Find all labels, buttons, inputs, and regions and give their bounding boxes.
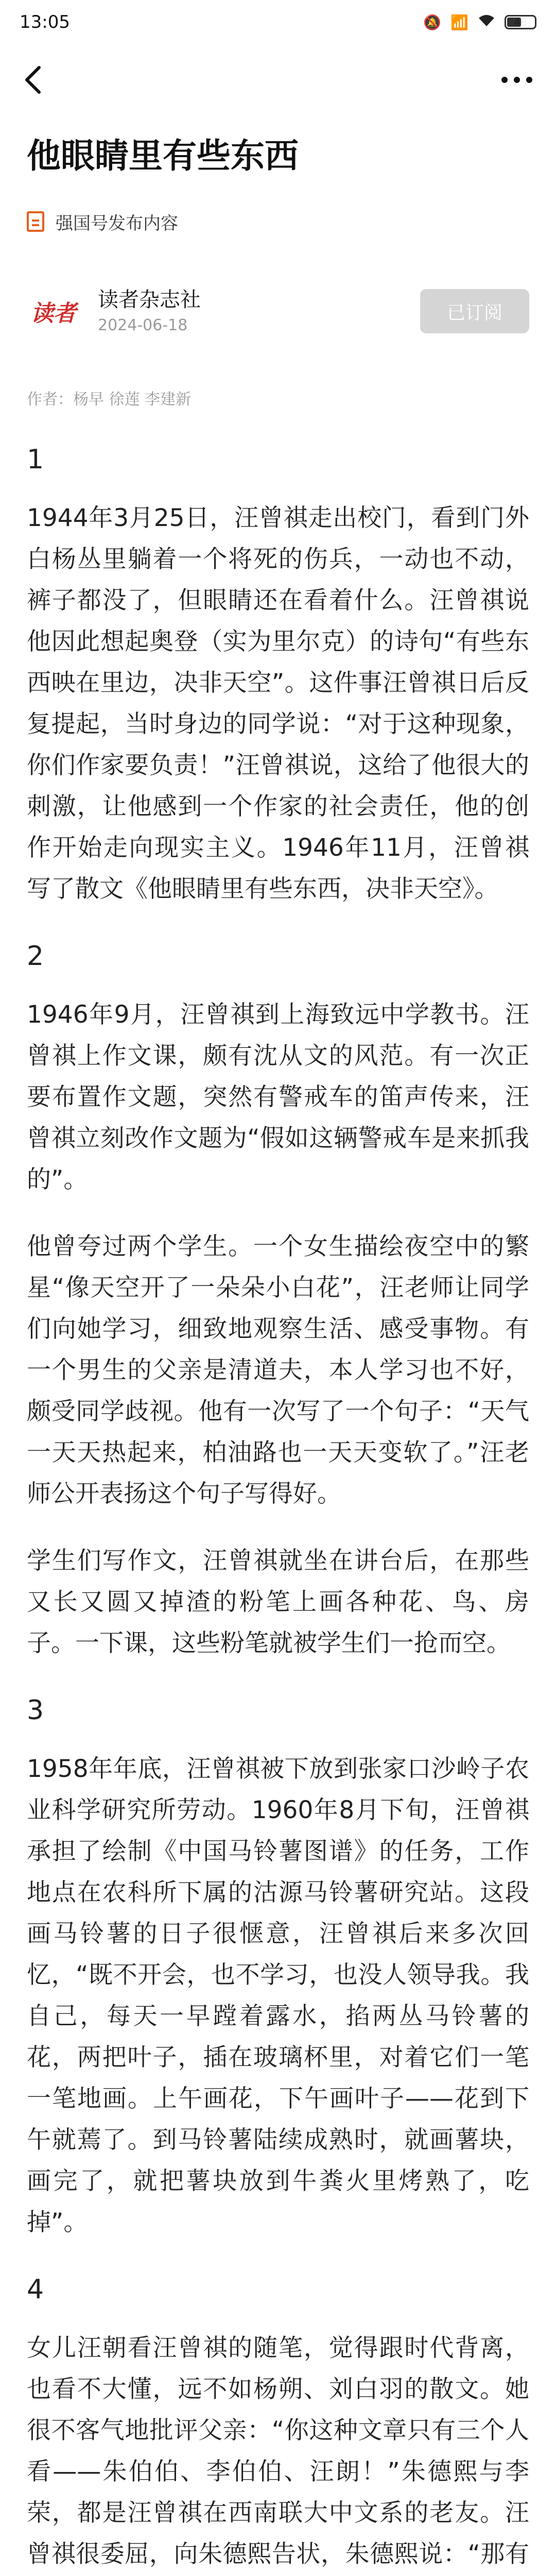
ellipsis-icon[interactable] (500, 76, 533, 84)
article-paragraph: 学生们写作文，汪曾祺就坐在讲台后，在那些又长又圆又掉渣的粉笔上画各种花、鸟、房子。一下课，这些粉笔就被学生们一抢而空。 (27, 1547, 529, 1657)
chevron-left-icon[interactable] (23, 65, 43, 94)
account-info[interactable] (98, 285, 420, 337)
publish-label: 强国号发布内容 (56, 213, 178, 234)
section-number: 4 (27, 2274, 44, 2305)
mute-icon: 🔕 (423, 13, 442, 31)
section-number: 2 (27, 941, 44, 972)
article-paragraph: 1958年年底，汪曾祺被下放到张家口沙岭子农业科学研究所劳动。1960年8月下旬，汪曾祺承担了绘制《中国马铃薯图谱》的任务，工作地点在农科所下属的沽源马铃薯研究站。这段画马铃薯的日子很惬意，汪曾祺后来多次回忆，“既不开会，也不学习，也没人领导我。我自己，每天一早蹚着露水，掐两丛马铃薯的花，两把叶子，插在玻璃杯里，对着它们一笔一笔地画。上午画花，下午画叶子——花到下午就蔫了。到马铃薯陆续成熟时，就画薯块，画完了，就把薯块放到牛粪火里烤熟了，吃掉”。 (27, 1755, 529, 2236)
battery-level: 46 (514, 16, 527, 28)
battery-icon (505, 15, 536, 29)
article-body (27, 439, 529, 2576)
article-paragraph: 1946年9月，汪曾祺到上海致远中学教书。汪曾祺上作文课，颇有沈从文的风范。有一次正要布置作文题，突然有警戒车的笛声传来，汪曾祺立刻改作文题为“假如这辆警戒车是来抓我的”。 (27, 1001, 529, 1194)
signal-icon: 📶 (450, 13, 468, 31)
publish-source (27, 206, 178, 237)
article-paragraph: 女儿汪朝看汪曾祺的随笔，觉得跟时代背离，也看不大懂，远不如杨朔、刘白羽的散文。她很不客气地批评父亲：“你这种文章只有三个人看——朱伯伯、李伯伯、汪朗！”朱德熙与李荣，都是汪曾祺在西南联大中文系的老友。汪曾祺很委屈，向朱德熙告状，朱德熙说：“那有 (27, 2334, 529, 2568)
article-title: 他眼睛里有些东西 (27, 136, 299, 176)
article-paragraph: 他曾夸过两个学生。一个女生描绘夜空中的繁星“像天空开了一朵朵小白花”，汪老师让同学们向她学习，细致地观察生活、感受事物。有一个男生的父亲是清道夫，本人学习也不好，颇受同学歧视。他有一次写了一个句子：“天气一天天热起来，柏油路也一天天变软了。”汪老师公开表扬这个句子写得好。 (27, 1232, 529, 1508)
avatar[interactable]: 读者 (27, 284, 80, 338)
status-time: 13:05 (20, 12, 70, 32)
account-row (27, 282, 529, 340)
authors-line: 作者：杨早 徐莲 李建新 (27, 391, 192, 409)
follow-button[interactable]: 已订阅 (420, 289, 529, 333)
section-number: 3 (27, 1695, 44, 1726)
article-paragraph: 1944年3月25日，汪曾祺走出校门，看到门外白杨丛里躺着一个将死的伤兵，一动也不动，裤子都没了，但眼睛还在看着什么。汪曾祺说他因此想起奥登（实为里尔克）的诗句“有些东西映在里边，决非天空”。这件事汪曾祺日后反复提起，当时身边的同学说：“对于这种现象，你们作家要负责！”汪曾祺说，这给了他很大的刺激，让他感到一个作家的社会责任，他的创作开始走向现实主义。1946年11月，汪曾祺写了散文《他眼睛里有些东西，决非天空》。 (27, 504, 529, 903)
document-icon (27, 211, 44, 232)
publish-date: 2024-06-18 (98, 316, 188, 334)
account-name[interactable]: 读者杂志社 (98, 288, 201, 312)
status-bar (0, 0, 556, 44)
status-icons (423, 14, 536, 31)
top-nav-bar (0, 52, 556, 108)
section-number: 1 (27, 444, 44, 475)
wifi-icon (478, 14, 495, 31)
